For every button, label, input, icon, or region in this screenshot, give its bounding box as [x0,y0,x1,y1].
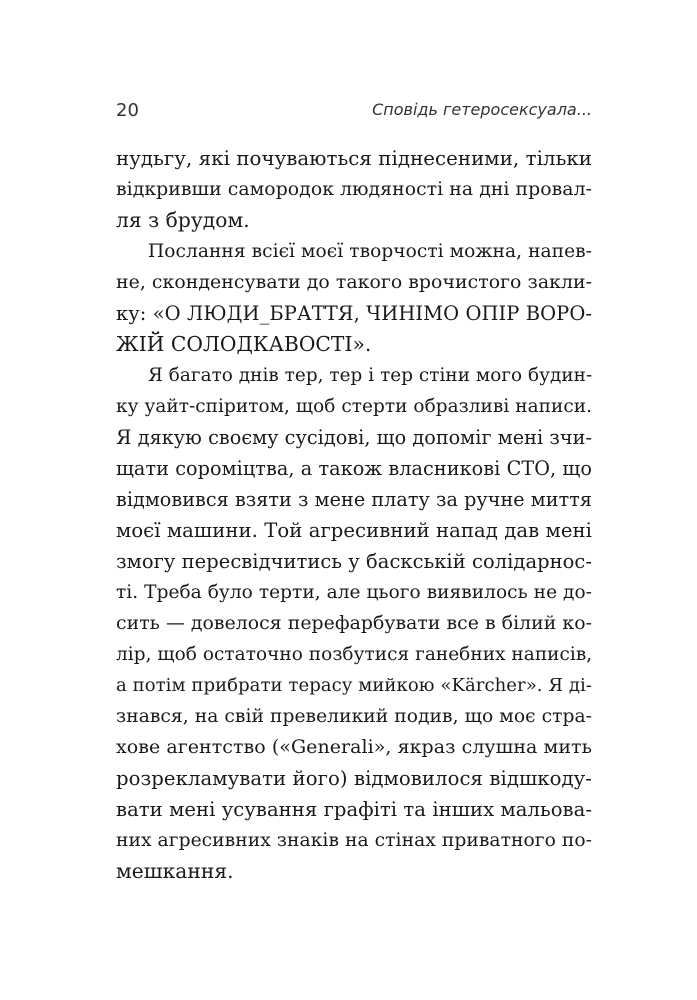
text-line: щати сороміцтва, а також власникові СТО, що [116,457,592,480]
text-line: хове агентство («Generali», якраз слушна мить [116,736,592,758]
text-line: змогу пересвідчитись у баскській солідарнос- [116,550,592,573]
text-line: мешкання. [116,859,234,883]
text-line: лір, щоб остаточно позбутися ганебних написів, [116,644,593,665]
page-number: 20 [116,100,139,121]
text-line: ля з брудом. [116,208,250,232]
body-text [116,143,592,887]
paragraph-first-line: Послання всієї моєї творчості можна, напев- [148,241,592,262]
text-line: ЖІЙ СОЛОДКАВОСТІ». [116,332,372,356]
text-line: відкривши самородок людяності на дні провал- [116,179,592,200]
text-line: моєї машини. Той агресивний напад дав мені [116,519,592,542]
text-line: Я дякую своєму сусідові, що допоміг мені зчи- [116,426,592,449]
text-line: не, сконденсувати до такого врочистого закли- [116,271,593,293]
text-line: відмовився взяти з мене плату за ручне миття [116,488,592,511]
paragraph-first-line: Я багато днів тер, тер і тер стіни мого будин- [148,365,593,386]
text-line: нудьгу, які почуваються піднесеними, тільки [116,147,592,170]
text-line: ку: «О ЛЮДИ_БРАТТЯ, ЧИНІМО ОПІР ВОРО- [116,302,592,325]
text-line: сить — довелося перефарбувати все в білий ко- [116,613,592,634]
running-title: Сповідь гетеросексуала... [372,100,592,119]
running-head [116,100,592,130]
text-line: ті. Треба було терти, але цього виявилось не до- [116,582,592,603]
text-line: ку уайт-спіритом, щоб стерти образливі написи. [116,396,592,417]
text-line: вати мені усування графіті та інших мальова- [116,798,592,821]
text-line: а потім прибрати терасу мийкою «Kärcher». Я ді- [116,675,592,696]
text-line: розрекламувати його) відмовилося відшкоду- [116,767,592,790]
text-line: них агресивних знаків на стінах приватного по- [116,830,592,851]
text-line: знався, на свій превеликий подив, що моє стра- [116,706,592,727]
